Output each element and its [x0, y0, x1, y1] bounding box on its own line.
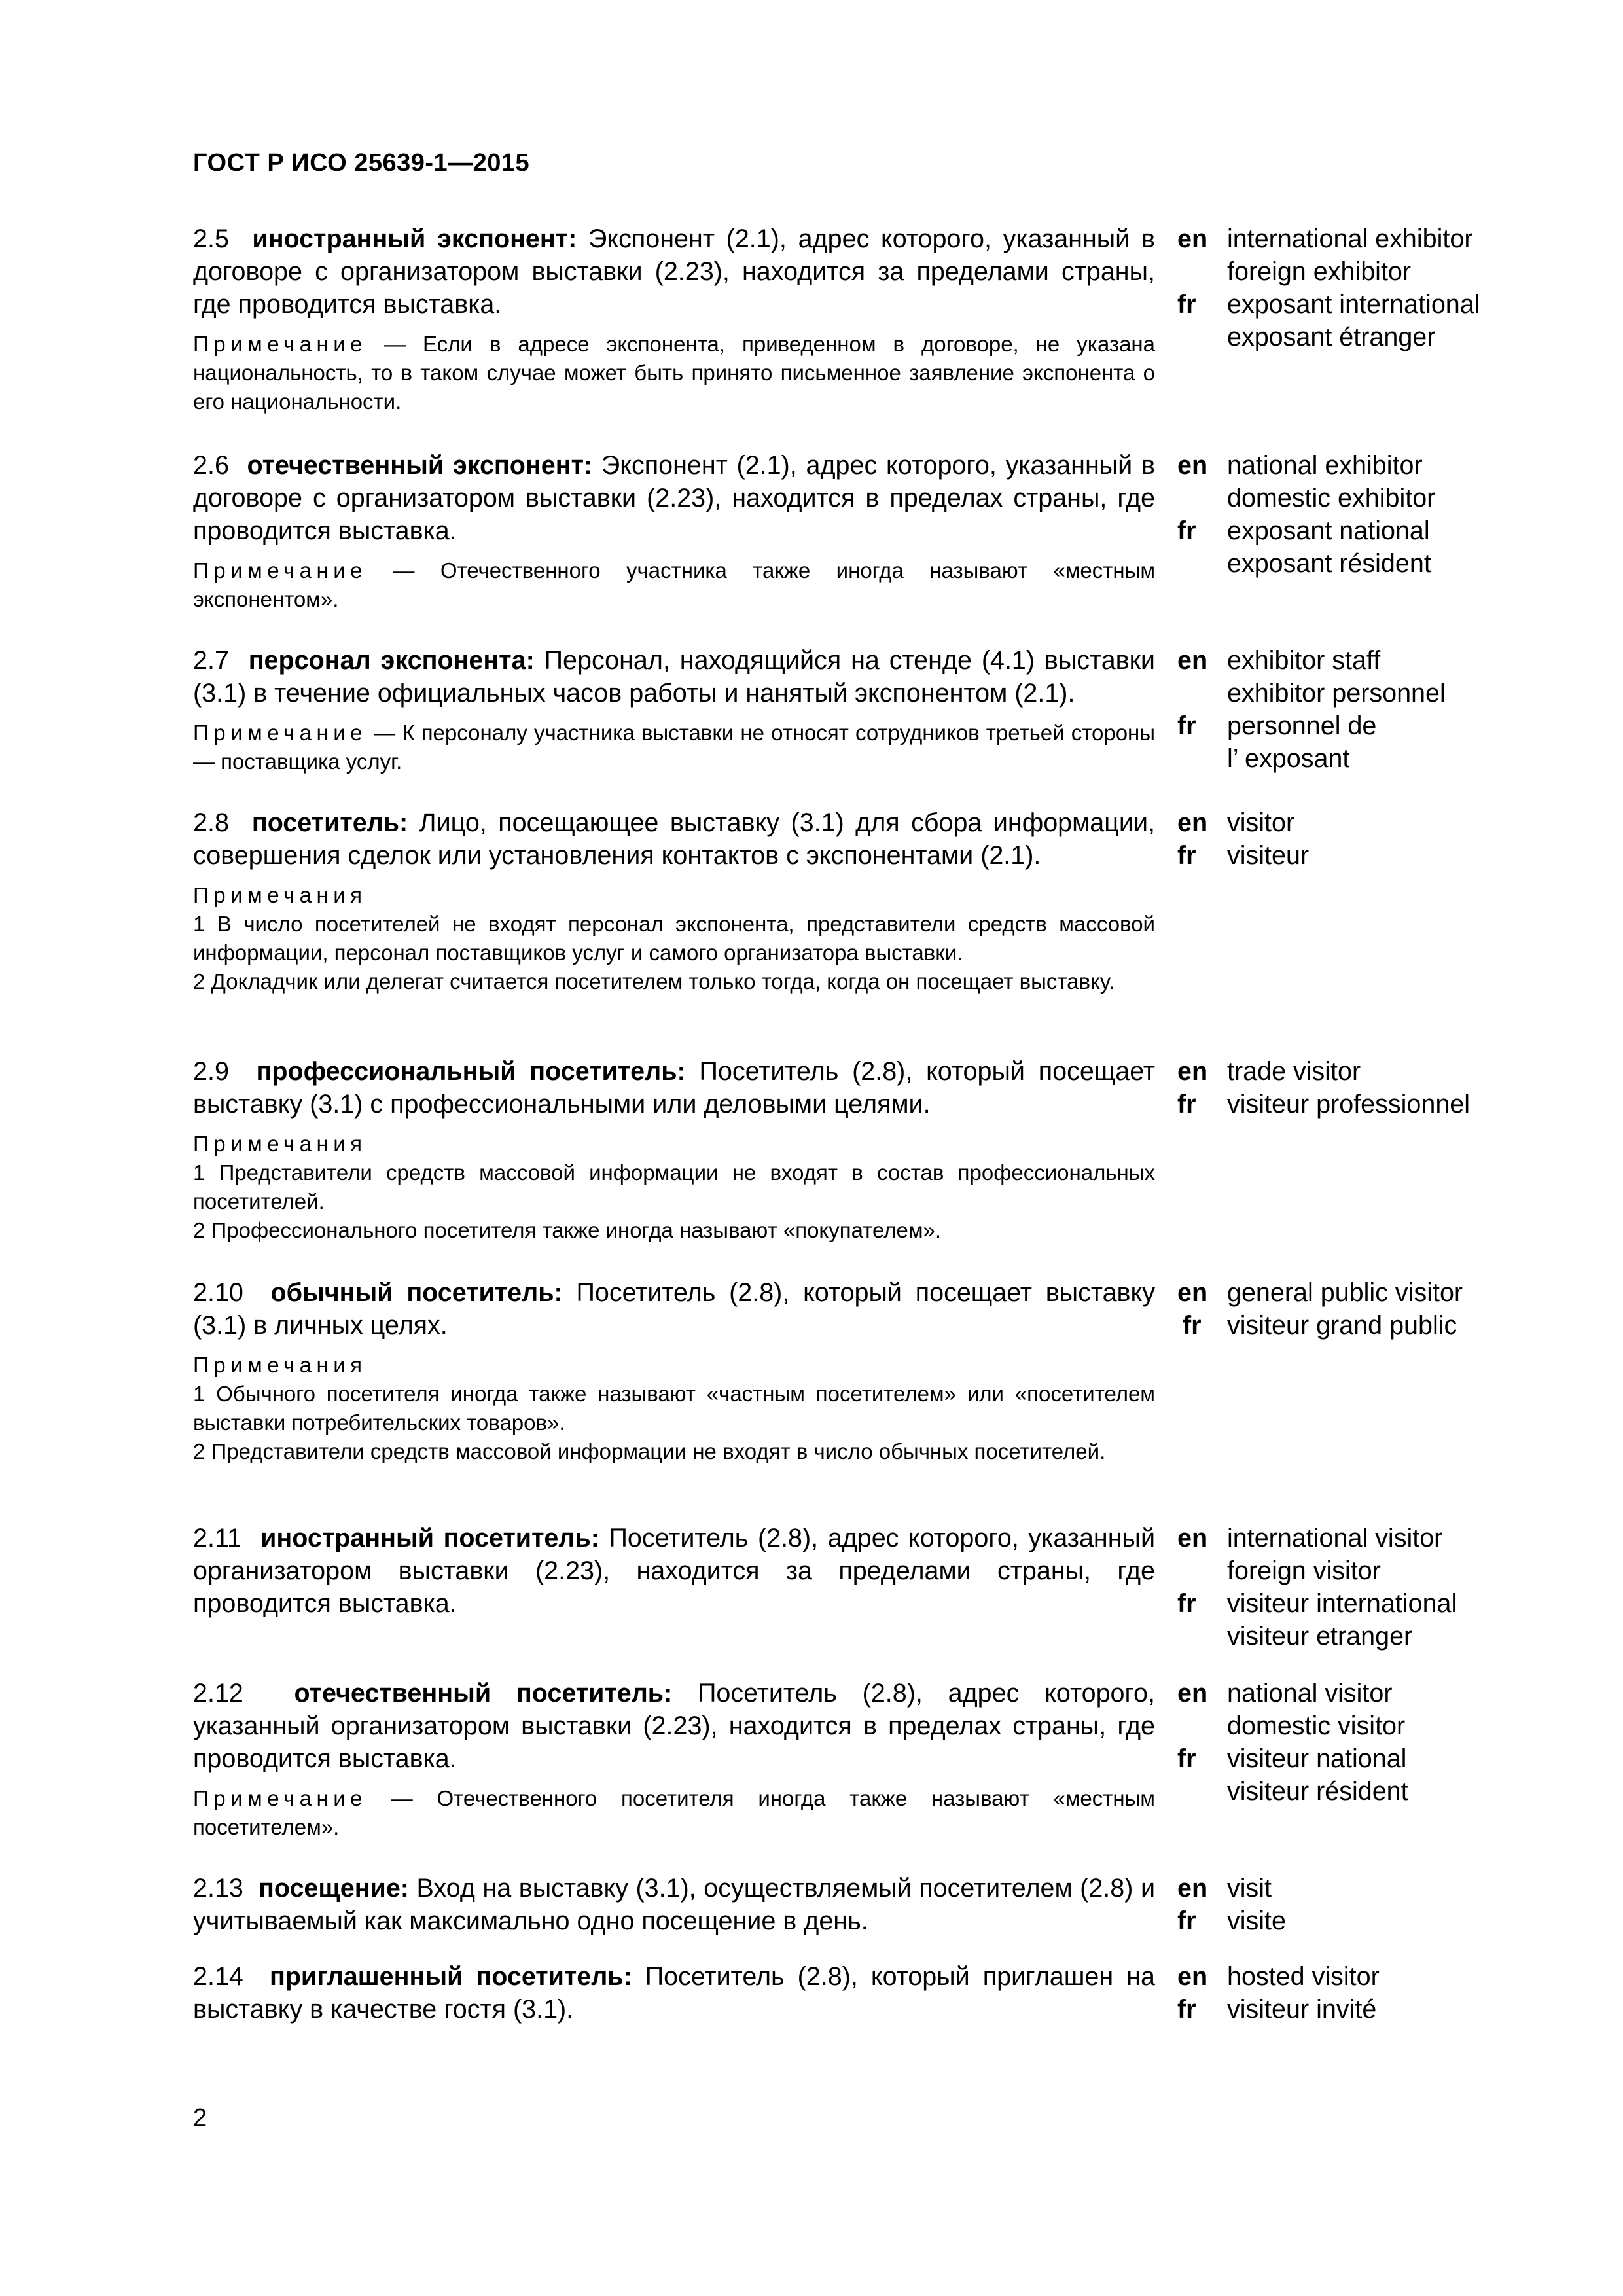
- document-header: ГОСТ Р ИСО 25639-1—2015: [193, 149, 530, 177]
- term-ru: посетитель:: [251, 808, 408, 837]
- term-en: foreign exhibitor: [1227, 257, 1412, 286]
- notes-label: Примечания: [193, 1132, 367, 1156]
- foreign-terms: [1227, 449, 1528, 580]
- note-item: 2 Докладчик или делегат считается посетителем только тогда, когда он посещает выставку.: [193, 969, 1115, 994]
- notes: [193, 1130, 1155, 1245]
- term-ru: профессиональный посетитель:: [256, 1057, 686, 1086]
- definition: [193, 1960, 1155, 2026]
- lang-en: en: [1177, 1874, 1208, 1903]
- entry-number: 2.7: [193, 646, 229, 675]
- note-item: 2 Представители средств массовой информации не входят в число обычных посетителей.: [193, 1439, 1106, 1463]
- lang-fr: fr: [1177, 711, 1196, 740]
- lang-en: en: [1177, 224, 1208, 253]
- term-en: hosted visitor: [1227, 1962, 1380, 1991]
- lang-en: en: [1177, 1962, 1208, 1991]
- note: [193, 719, 1155, 776]
- definition-text: Посетитель (2.8), который приглашен на выставку в качестве гостя (3.1).: [193, 1962, 1155, 2024]
- term-en: national visitor: [1227, 1679, 1393, 1708]
- note: [193, 330, 1155, 416]
- definition: [193, 1677, 1155, 1842]
- term-en: visitor: [1227, 808, 1295, 837]
- definition: [193, 1276, 1155, 1466]
- term-en: foreign visitor: [1227, 1556, 1381, 1585]
- term-fr: visiteur etranger: [1227, 1622, 1413, 1651]
- foreign-terms: [1227, 1055, 1528, 1121]
- foreign-terms: [1227, 1872, 1528, 1937]
- term-fr: exposant résident: [1227, 549, 1431, 578]
- definition-text: Экспонент (2.1), адрес которого, указанный в договоре с организатором выставки (2.23), находится в пределах страны, где проводится выставка.: [193, 451, 1155, 545]
- foreign-terms: [1227, 223, 1528, 353]
- term-ru: отечественный посетитель:: [294, 1679, 673, 1708]
- term-fr: exposant étranger: [1227, 323, 1436, 351]
- term-fr: visiteur invité: [1227, 1995, 1377, 2024]
- definition-text: Посетитель (2.8), который посещает выставку (3.1) с профессиональными или деловыми целями.: [193, 1057, 1156, 1119]
- lang-en: en: [1177, 1524, 1208, 1552]
- term-ru: персонал экспонента:: [248, 646, 535, 675]
- term-ru: приглашенный посетитель:: [269, 1962, 632, 1991]
- term-en: international exhibitor: [1227, 224, 1473, 253]
- term-en: exhibitor personnel: [1227, 679, 1446, 708]
- definition: [193, 1522, 1155, 1620]
- term-ru: посещение:: [259, 1874, 409, 1903]
- lang-fr: fr: [1177, 1090, 1196, 1119]
- definition-text: Лицо, посещающее выставку (3.1) для сбора информации, совершения сделок или установления контактов с экспонентами (2.1).: [193, 808, 1156, 870]
- term-fr: visiteur: [1227, 841, 1310, 870]
- definition: [193, 644, 1155, 776]
- term-fr: l’ exposant: [1227, 744, 1350, 773]
- entry-number: 2.14: [193, 1962, 243, 1991]
- lang-fr: fr: [1183, 1311, 1202, 1340]
- foreign-terms: [1227, 1677, 1528, 1808]
- note-text: — Отечественного посетителя иногда также называют «местным посетителем».: [193, 1786, 1155, 1839]
- term-ru: иностранный посетитель:: [260, 1524, 599, 1552]
- lang-en: en: [1177, 451, 1208, 480]
- definition-text: Персонал, находящийся на стенде (4.1) выставки (3.1) в течение официальных часов работы и нанятый экспонентом (2.1).: [193, 646, 1155, 708]
- foreign-terms: [1227, 1522, 1528, 1653]
- term-fr: visiteur grand public: [1227, 1311, 1457, 1340]
- note-item: 1 Обычного посетителя иногда также называют «частным посетителем» или «посетителем выставки потребительских товаров».: [193, 1382, 1155, 1435]
- definition-text: Экспонент (2.1), адрес которого, указанный в договоре с организатором выставки (2.23), находится за пределами страны, где проводится выставка.: [193, 224, 1155, 319]
- lang-fr: fr: [1177, 1589, 1196, 1618]
- entry-number: 2.10: [193, 1278, 243, 1307]
- foreign-terms: [1227, 806, 1528, 872]
- note-text: — Отечественного участника также иногда называют «местным экспонентом».: [193, 558, 1156, 611]
- entry-number: 2.12: [193, 1679, 243, 1708]
- note-label: Примечание: [193, 558, 368, 583]
- term-ru: иностранный экспонент:: [252, 224, 577, 253]
- lang-fr: fr: [1177, 1995, 1196, 2024]
- note-label: Примечание: [193, 721, 368, 745]
- notes: [193, 1351, 1155, 1466]
- lang-fr: fr: [1177, 1744, 1196, 1773]
- term-ru: обычный посетитель:: [270, 1278, 563, 1307]
- entry-number: 2.13: [193, 1874, 243, 1903]
- lang-fr: fr: [1177, 1907, 1196, 1935]
- note-text: — К персоналу участника выставки не относят сотрудников третьей стороны — поставщика услуг.: [193, 721, 1155, 774]
- lang-en: en: [1177, 1057, 1208, 1086]
- notes: [193, 881, 1155, 996]
- foreign-terms: [1227, 1960, 1528, 2026]
- term-fr: visiteur résident: [1227, 1777, 1408, 1806]
- note-item: 2 Профессионального посетителя также иногда называют «покупателем».: [193, 1218, 942, 1242]
- note: [193, 556, 1155, 614]
- entry-number: 2.8: [193, 808, 229, 837]
- note: [193, 1784, 1155, 1842]
- lang-fr: fr: [1177, 290, 1196, 319]
- term-fr: visiteur national: [1227, 1744, 1407, 1773]
- note-label: Примечание: [193, 332, 368, 356]
- definition-text: Посетитель (2.8), адрес которого, указанный организатором выставки (2.23), находится за пределами страны, где проводится выставка.: [193, 1524, 1156, 1618]
- term-en: exhibitor staff: [1227, 646, 1381, 675]
- term-fr: exposant national: [1227, 516, 1430, 545]
- entry-number: 2.6: [193, 451, 229, 480]
- term-en: international visitor: [1227, 1524, 1443, 1552]
- definition: [193, 223, 1155, 416]
- entry-number: 2.9: [193, 1057, 229, 1086]
- term-en: visit: [1227, 1874, 1272, 1903]
- lang-en: en: [1177, 808, 1208, 837]
- notes-label: Примечания: [193, 1353, 367, 1377]
- lang-en: en: [1177, 646, 1208, 675]
- term-fr: exposant international: [1227, 290, 1480, 319]
- definition-text: Посетитель (2.8), адрес которого, указанный организатором выставки (2.23), находится в пределах страны, где проводится выставка.: [193, 1679, 1155, 1773]
- definition: [193, 1055, 1155, 1245]
- term-fr: visiteur professionnel: [1227, 1090, 1471, 1119]
- note-item: 1 Представители средств массовой информации не входят в состав профессиональных посетителей.: [193, 1160, 1155, 1213]
- lang-fr: fr: [1177, 841, 1196, 870]
- lang-en: en: [1177, 1278, 1208, 1307]
- lang-en: en: [1177, 1679, 1208, 1708]
- term-en: trade visitor: [1227, 1057, 1361, 1086]
- term-fr: personnel de: [1227, 711, 1377, 740]
- definition-text: Посетитель (2.8), который посещает выставку (3.1) в личных целях.: [193, 1278, 1156, 1340]
- term-en: domestic exhibitor: [1227, 484, 1436, 512]
- term-en: general public visitor: [1227, 1278, 1463, 1307]
- term-ru: отечественный экспонент:: [247, 451, 593, 480]
- definition: [193, 449, 1155, 614]
- foreign-terms: [1227, 1276, 1528, 1342]
- note-label: Примечание: [193, 1786, 368, 1810]
- notes-label: Примечания: [193, 883, 367, 907]
- definition: [193, 1872, 1155, 1937]
- note-item: 1 В число посетителей не входят персонал экспонента, представители средств массовой информации, персонал поставщиков услуг и самого организатора выставки.: [193, 912, 1155, 965]
- page-number: 2: [193, 2104, 207, 2132]
- entry-number: 2.11: [193, 1524, 241, 1552]
- term-fr: visiteur international: [1227, 1589, 1457, 1618]
- term-fr: visite: [1227, 1907, 1286, 1935]
- lang-fr: fr: [1177, 516, 1196, 545]
- term-en: national exhibitor: [1227, 451, 1423, 480]
- definition: [193, 806, 1155, 996]
- entry-number: 2.5: [193, 224, 229, 253]
- term-en: domestic visitor: [1227, 1712, 1406, 1740]
- definition-text: Вход на выставку (3.1), осуществляемый посетителем (2.8) и учитываемый как максимально одно посещение в день.: [193, 1874, 1156, 1935]
- note-text: — Если в адресе экспонента, приведенном в договоре, не указана национальность, то в таком случае может быть принято письменное заявление экспонента о его национальности.: [193, 332, 1155, 414]
- foreign-terms: [1227, 644, 1528, 775]
